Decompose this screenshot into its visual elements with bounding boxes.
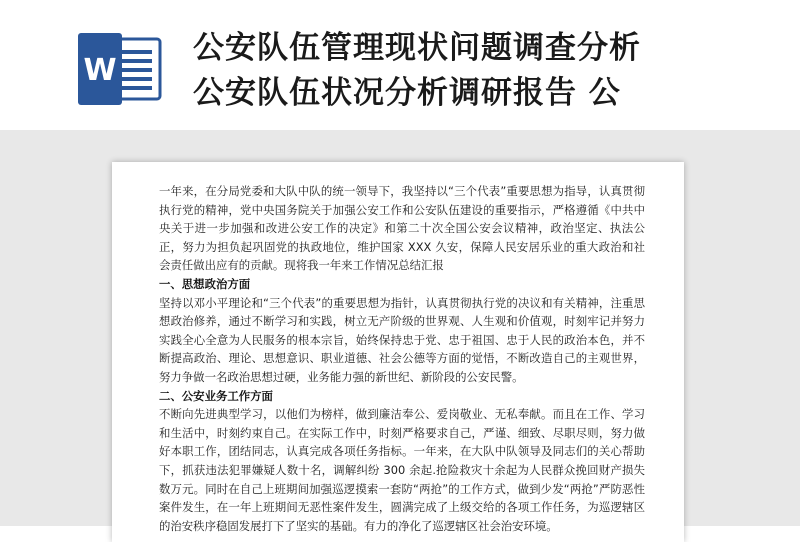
page-header: [0, 0, 800, 130]
title-line-1: 公安队伍管理现状问题调查分析: [193, 30, 641, 66]
document-title: [193, 26, 793, 116]
document-body: [159, 182, 645, 535]
word-icon-letter: W: [83, 53, 117, 88]
title-line-2: 公安队伍状况分析调研报告 公: [193, 75, 621, 111]
section-heading-business: 二、公安业务工作方面: [159, 388, 273, 403]
document-page: [112, 162, 684, 542]
section-body-political: 坚持以邓小平理论和“三个代表”的重要思想为指针，认真贯彻执行党的决议和有关精神，注重思想政治修养，通过不断学习和实践，树立无产阶级的世界观、人生观和价值观，时刻牢记并努力实践全心全意为人民服务的根本宗旨，始终保持忠于党、忠于祖国、忠于人民的政治本色，并不断提高政治、理论、思想意识、职业道德、社会公德等方面的觉悟，不断改造自己的主观世界，努力争做一名政治思想过硬，业务能力强的新世纪、新阶段的公安民警。: [159, 295, 645, 384]
word-document-icon: [74, 33, 166, 105]
section-heading-political: 一、思想政治方面: [159, 276, 251, 291]
section-body-business: 不断向先进典型学习，以他们为榜样，做到廉洁奉公、爱岗敬业、无私奉献。而且在工作、学习和生活中，时刻约束自己。在实际工作中，时刻严格要求自己，严谨、细致、尽职尽则，努力做好本职工作，团结同志，认真完成各项任务指标。一年来，在大队中队领导及同志们的关心帮助下，抓获违法犯罪嫌疑人数十名，调解纠纷 300 余起.抢险救灾十余起为人民群众挽回财产损失数万元。同时在自己上班期间加强巡逻摸索一套防“两抢”的工作方式，做到少发“两抢”严防恶性案件发生，在一年上班期间无恶性案件发生，圆满完成了上级交给的各项工作任务，为巡逻辖区的治安秩序稳固发展打下了坚实的基础。有力的净化了巡逻辖区社会治安环境。: [159, 407, 645, 533]
intro-paragraph: 一年来，在分局党委和大队中队的统一领导下，我坚持以“三个代表”重要思想为指导，认真贯彻执行党的精神，党中央国务院关于加强公安工作和公安队伍建设的重要指示，严格遵循《中共中央关于进一步加强和改进公安工作的决定》和第二十次全国公安会议精神，政治坚定、执法公正，努力为担负起巩固党的执政地位，维护国家 XXX 久安，保障人民安居乐业的重大政治和社会责任做出应有的贡献。现将我一年来工作情况总结汇报: [159, 184, 645, 273]
